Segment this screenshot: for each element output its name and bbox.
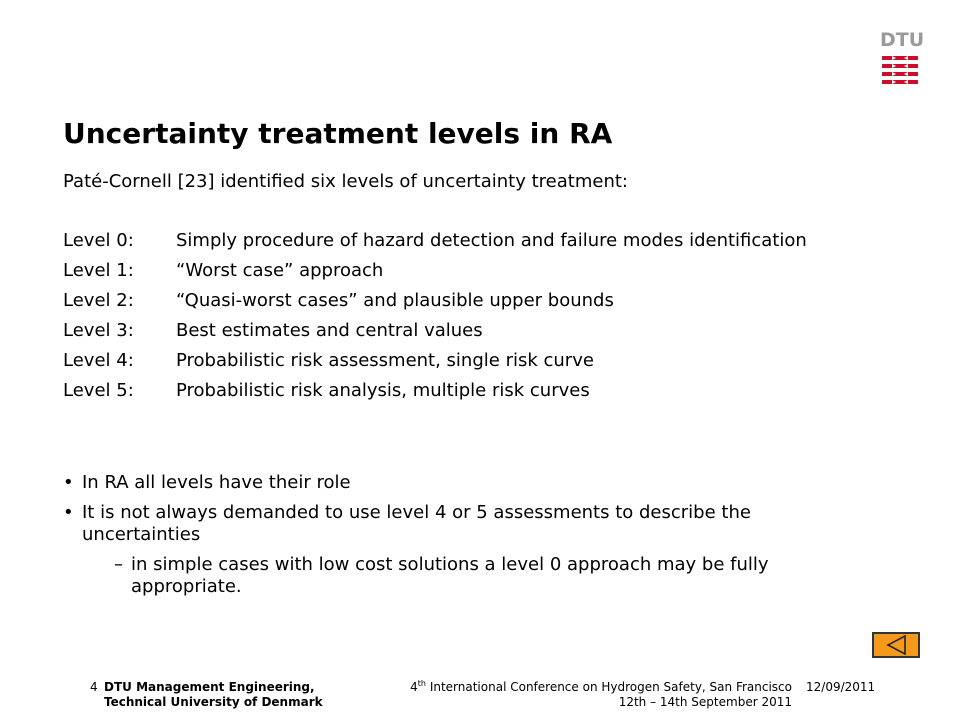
conference-line-1: [360, 680, 792, 695]
level-key: Level 1:: [63, 260, 134, 281]
level-key: Level 2:: [63, 290, 134, 311]
level-key: Level 5:: [63, 380, 134, 401]
level-desc: Probabilistic risk assessment, single risk curve: [176, 350, 594, 371]
conference-line-2: 12th – 14th September 2011: [618, 695, 792, 709]
back-button[interactable]: [872, 632, 920, 658]
bullet-mark: •: [63, 472, 74, 493]
level-row: [63, 230, 863, 252]
conference-ordinal: 4: [410, 680, 418, 694]
level-key: Level 3:: [63, 320, 134, 341]
dtu-logo: [880, 29, 925, 88]
level-row: [63, 380, 863, 402]
level-row: [63, 350, 863, 372]
level-row: [63, 260, 863, 282]
bullet-mark: •: [63, 502, 74, 523]
sub-bullet-item: [114, 554, 863, 598]
bullet-item: [63, 472, 863, 494]
bullet-text: It is not always demanded to use level 4 or 5 assessments to describe the uncertainties: [82, 502, 751, 545]
level-desc: Simply procedure of hazard detection and failure modes identification: [176, 230, 807, 251]
sub-bullet-mark: –: [114, 554, 123, 575]
level-row: [63, 290, 863, 312]
footer-date: 12/09/2011: [806, 680, 876, 694]
level-key: Level 4:: [63, 350, 134, 371]
sub-bullet-text: in simple cases with low cost solutions a level 0 approach may be fully appropriate.: [131, 554, 769, 597]
page-number: 4: [90, 680, 98, 694]
slide-title: Uncertainty treatment levels in RA: [63, 117, 613, 150]
level-desc: “Worst case” approach: [176, 260, 384, 281]
level-desc: Probabilistic risk analysis, multiple risk curves: [176, 380, 590, 401]
levels-list: [63, 230, 863, 410]
dtu-logo-mark-icon: [880, 54, 920, 86]
bullet-list: [63, 472, 863, 598]
footer-conference: [360, 680, 792, 710]
footer-organization: [104, 680, 323, 710]
level-key: Level 0:: [63, 230, 134, 251]
org-line-1: DTU Management Engineering,: [104, 680, 315, 694]
bullet-text: In RA all levels have their role: [82, 472, 351, 493]
conference-ordinal-suffix: th: [417, 679, 426, 688]
conference-name: International Conference on Hydrogen Safety, San Francisco: [426, 680, 792, 694]
level-desc: “Quasi-worst cases” and plausible upper bounds: [176, 290, 614, 311]
intro-text: Paté-Cornell [23] identified six levels of uncertainty treatment:: [63, 171, 628, 192]
back-triangle-icon: [886, 635, 908, 655]
logo-text: DTU: [880, 29, 925, 51]
org-line-2: Technical University of Denmark: [104, 695, 323, 709]
bullet-item: [63, 502, 863, 546]
level-desc: Best estimates and central values: [176, 320, 483, 341]
level-row: [63, 320, 863, 342]
